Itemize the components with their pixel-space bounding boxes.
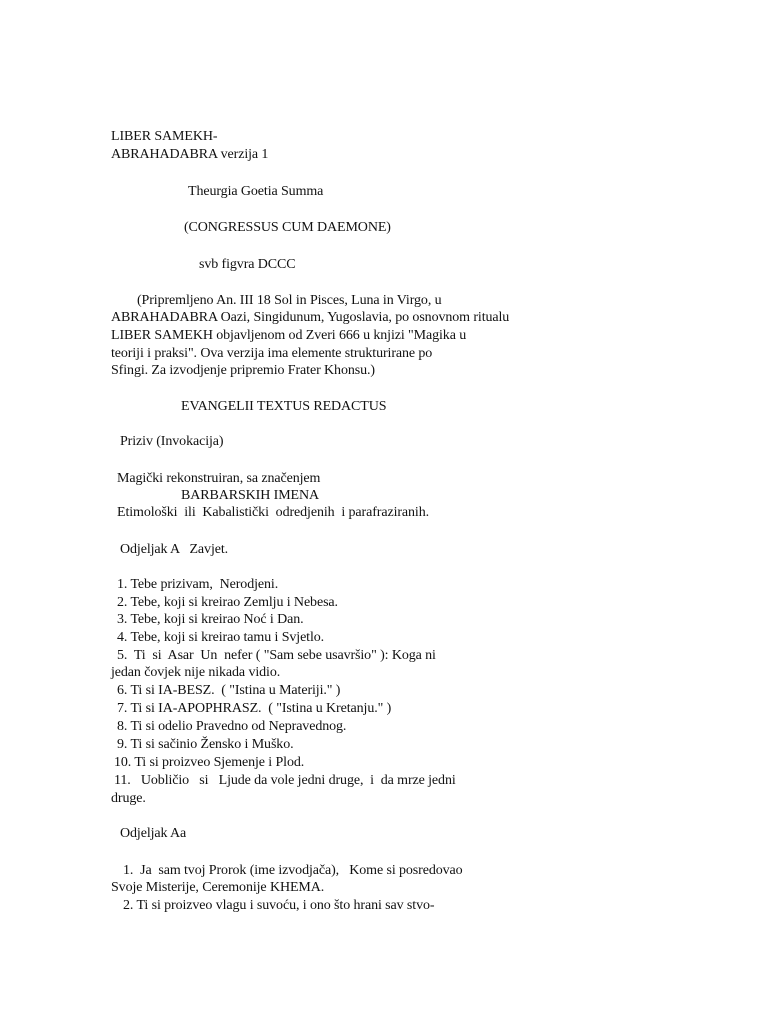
magicki-line: Etimološki ili Kabalistički odredjenih i parafraziranih. (117, 505, 430, 520)
section-a-line: 11. Uobličio si Ljude da vole jedni druge, i da mrze jedni (114, 773, 456, 788)
barbarskih-imena: BARBARSKIH IMENA (181, 488, 320, 503)
title-line-2: ABRAHADABRA verzija 1 (111, 147, 269, 162)
section-a-line: 4. Tebe, koji si kreirao tamu i Svjetlo. (117, 630, 325, 645)
preface-line: Sfingi. Za izvodjenje pripremio Frater Khonsu.) (111, 363, 375, 378)
section-a-line: druge. (111, 791, 146, 806)
priziv-heading: Priziv (Invokacija) (120, 434, 224, 449)
section-a-line: 9. Ti si sačinio Žensko i Muško. (117, 737, 294, 752)
svb-figvra-line: svb figvra DCCC (199, 257, 296, 272)
section-aa-line: 2. Ti si proizveo vlagu i suvoću, i ono što hrani sav stvo- (123, 898, 435, 913)
title-line-1: LIBER SAMEKH- (111, 129, 218, 144)
magicki-line: Magički rekonstruiran, sa značenjem (117, 471, 321, 486)
section-a-line: 3. Tebe, koji si kreirao Noć i Dan. (117, 612, 304, 627)
evangelii-heading: EVANGELII TEXTUS REDACTUS (181, 399, 387, 414)
preface-line: LIBER SAMEKH objavljenom od Zveri 666 u knjizi "Magika u (111, 328, 467, 343)
congressus-line: (CONGRESSUS CUM DAEMONE) (184, 220, 391, 235)
section-aa-line: Svoje Misterije, Ceremonije KHEMA. (111, 880, 325, 895)
section-aa-heading: Odjeljak Aa (120, 826, 187, 841)
preface-line: ABRAHADABRA Oazi, Singidunum, Yugoslavia, po osnovnom ritualu (111, 310, 510, 325)
section-a-line: 8. Ti si odelio Pravedno od Nepravednog. (117, 719, 347, 734)
preface-line: teoriji i praksi". Ova verzija ima elemente strukturirane po (111, 346, 433, 361)
subtitle: Theurgia Goetia Summa (188, 184, 324, 199)
preface-line: (Pripremljeno An. III 18 Sol in Pisces, Luna in Virgo, u (137, 293, 442, 308)
section-a-heading: Odjeljak A Zavjet. (120, 542, 229, 557)
section-aa-line: 1. Ja sam tvoj Prorok (ime izvodjača), Kome si posredovao (123, 863, 463, 878)
section-a-line: 5. Ti si Asar Un nefer ( "Sam sebe usavršio" ): Koga ni (117, 648, 436, 663)
section-a-line: 10. Ti si proizveo Sjemenje i Plod. (114, 755, 305, 770)
section-a-line: jedan čovjek nije nikada vidio. (111, 665, 281, 680)
section-a-line: 6. Ti si IA-BESZ. ( "Istina u Materiji." ) (117, 683, 341, 698)
section-a-line: 1. Tebe prizivam, Nerodjeni. (117, 577, 279, 592)
section-a-line: 7. Ti si IA-APOPHRASZ. ( "Istina u Kretanju." ) (117, 701, 392, 716)
section-a-line: 2. Tebe, koji si kreirao Zemlju i Nebesa. (117, 595, 338, 610)
